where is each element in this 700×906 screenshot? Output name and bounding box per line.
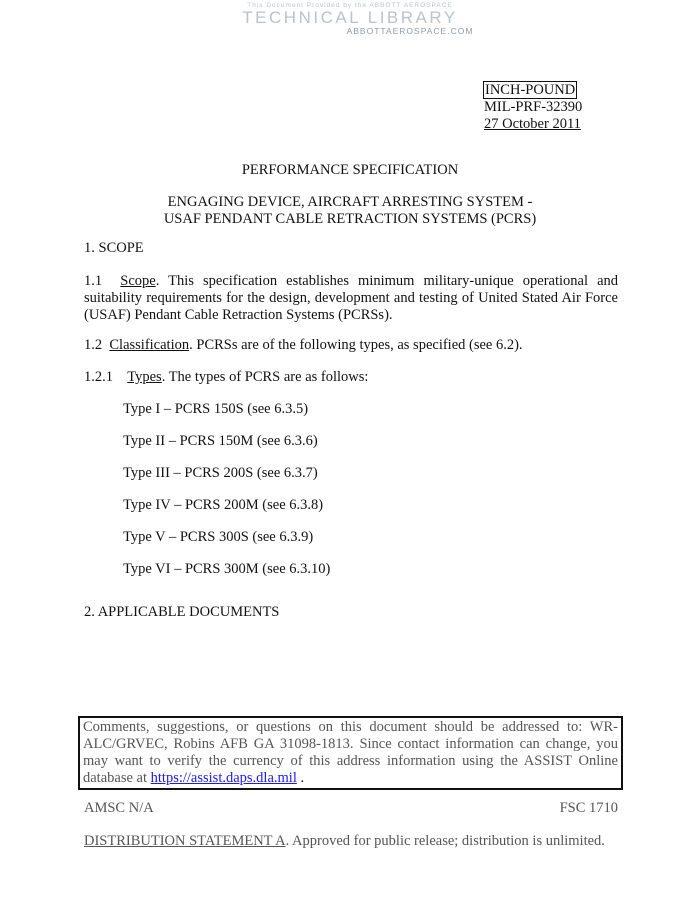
title-line2: USAF PENDANT CABLE RETRACTION SYSTEMS (PCRS) <box>163 211 537 227</box>
spec-type: PERFORMANCE SPECIFICATION <box>241 162 459 178</box>
document-date: 27 October 2011 <box>484 116 581 132</box>
type-item: Type II – PCRS 150M (see 6.3.6) <box>123 433 318 449</box>
type-item: Type IV – PCRS 200M (see 6.3.8) <box>123 497 324 513</box>
title-line1: ENGAGING DEVICE, AIRCRAFT ARRESTING SYSTEM - <box>167 194 533 210</box>
watermark-title: TECHNICAL LIBRARY <box>242 8 458 27</box>
distribution-statement: DISTRIBUTION STATEMENT A. Approved for public release; distribution is unlimited. <box>84 833 605 849</box>
section-1-2: 1.2 Classification. PCRSs are of the following types, as specified (see 6.2). <box>84 337 523 353</box>
section-1-2-1: 1.2.1 Types. The types of PCRS are as follows: <box>84 369 369 385</box>
comments-box: Comments, suggestions, or questions on this document should be addressed to: WR-ALC/GRVEC, Robins AFB GA 31098-1813. Since contact information can change, you may want to verify the currency of this address information using the ASSIST Online database at https://assist.daps.dla.mil . <box>78 716 623 790</box>
document-number: MIL-PRF-32390 <box>484 99 583 115</box>
applicable-documents-heading: 2. APPLICABLE DOCUMENTS <box>84 604 280 620</box>
scope-heading: 1. SCOPE <box>84 240 144 256</box>
section-1-1: 1.1 Scope. This specification establishes minimum military-unique operational and suitability requirements for the design, development and testing of United Stated Air Force (USAF) Pendant Cable Retraction Systems (PCRSs). <box>84 273 619 323</box>
amsc-label: AMSC N/A <box>84 800 154 816</box>
watermark-line1: This Document Provided by the ABBOTT AEROSPACE <box>247 2 453 9</box>
type-item: Type III – PCRS 200S (see 6.3.7) <box>123 465 318 481</box>
assist-link[interactable]: https://assist.daps.dla.mil <box>150 770 297 786</box>
fsc-label: FSC 1710 <box>559 800 618 816</box>
inch-pound-label: INCH-POUND <box>485 82 576 98</box>
watermark-url: ABBOTTAEROSPACE.COM <box>346 26 474 36</box>
type-item: Type I – PCRS 150S (see 6.3.5) <box>123 401 309 417</box>
type-item: Type VI – PCRS 300M (see 6.3.10) <box>123 561 331 577</box>
type-item: Type V – PCRS 300S (see 6.3.9) <box>123 529 314 545</box>
